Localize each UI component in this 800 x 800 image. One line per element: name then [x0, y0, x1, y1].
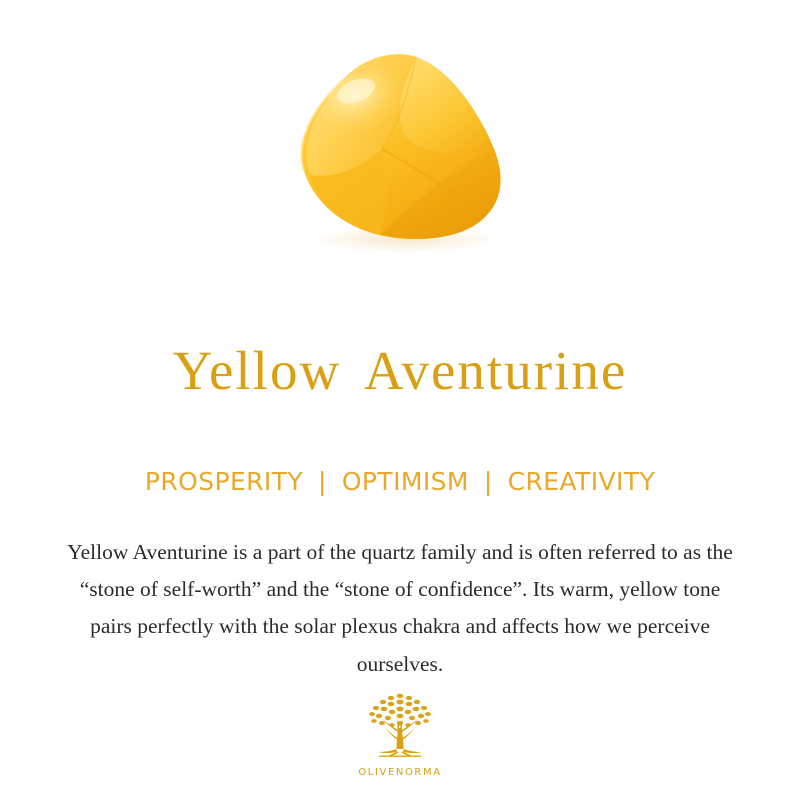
tree-of-life-icon — [357, 687, 443, 765]
stone-image-area — [0, 0, 800, 300]
keyword-separator: | — [318, 466, 327, 496]
keyword-optimism: OPTIMISM — [341, 466, 469, 496]
stone-image — [270, 43, 530, 258]
page-title: Yellow Aventurine — [172, 340, 628, 401]
brand-logo — [0, 687, 800, 778]
keyword-list — [143, 467, 657, 496]
keyword-separator: | — [483, 466, 493, 496]
brand-name: OLIVENORMA — [358, 767, 442, 778]
description-text: Yellow Aventurine is a part of the quartz family and is often referred to as the “stone of self-worth” and the “stone of confidence”. Its warm, yellow tone pairs perfectly with the solar plexus chakra and affects how we perceive ourselves. — [67, 539, 733, 676]
keyword-prosperity: PROSPERITY — [144, 466, 304, 496]
keyword-creativity: CREATIVITY — [507, 466, 656, 496]
yellow-aventurine-stone-icon — [270, 43, 530, 258]
